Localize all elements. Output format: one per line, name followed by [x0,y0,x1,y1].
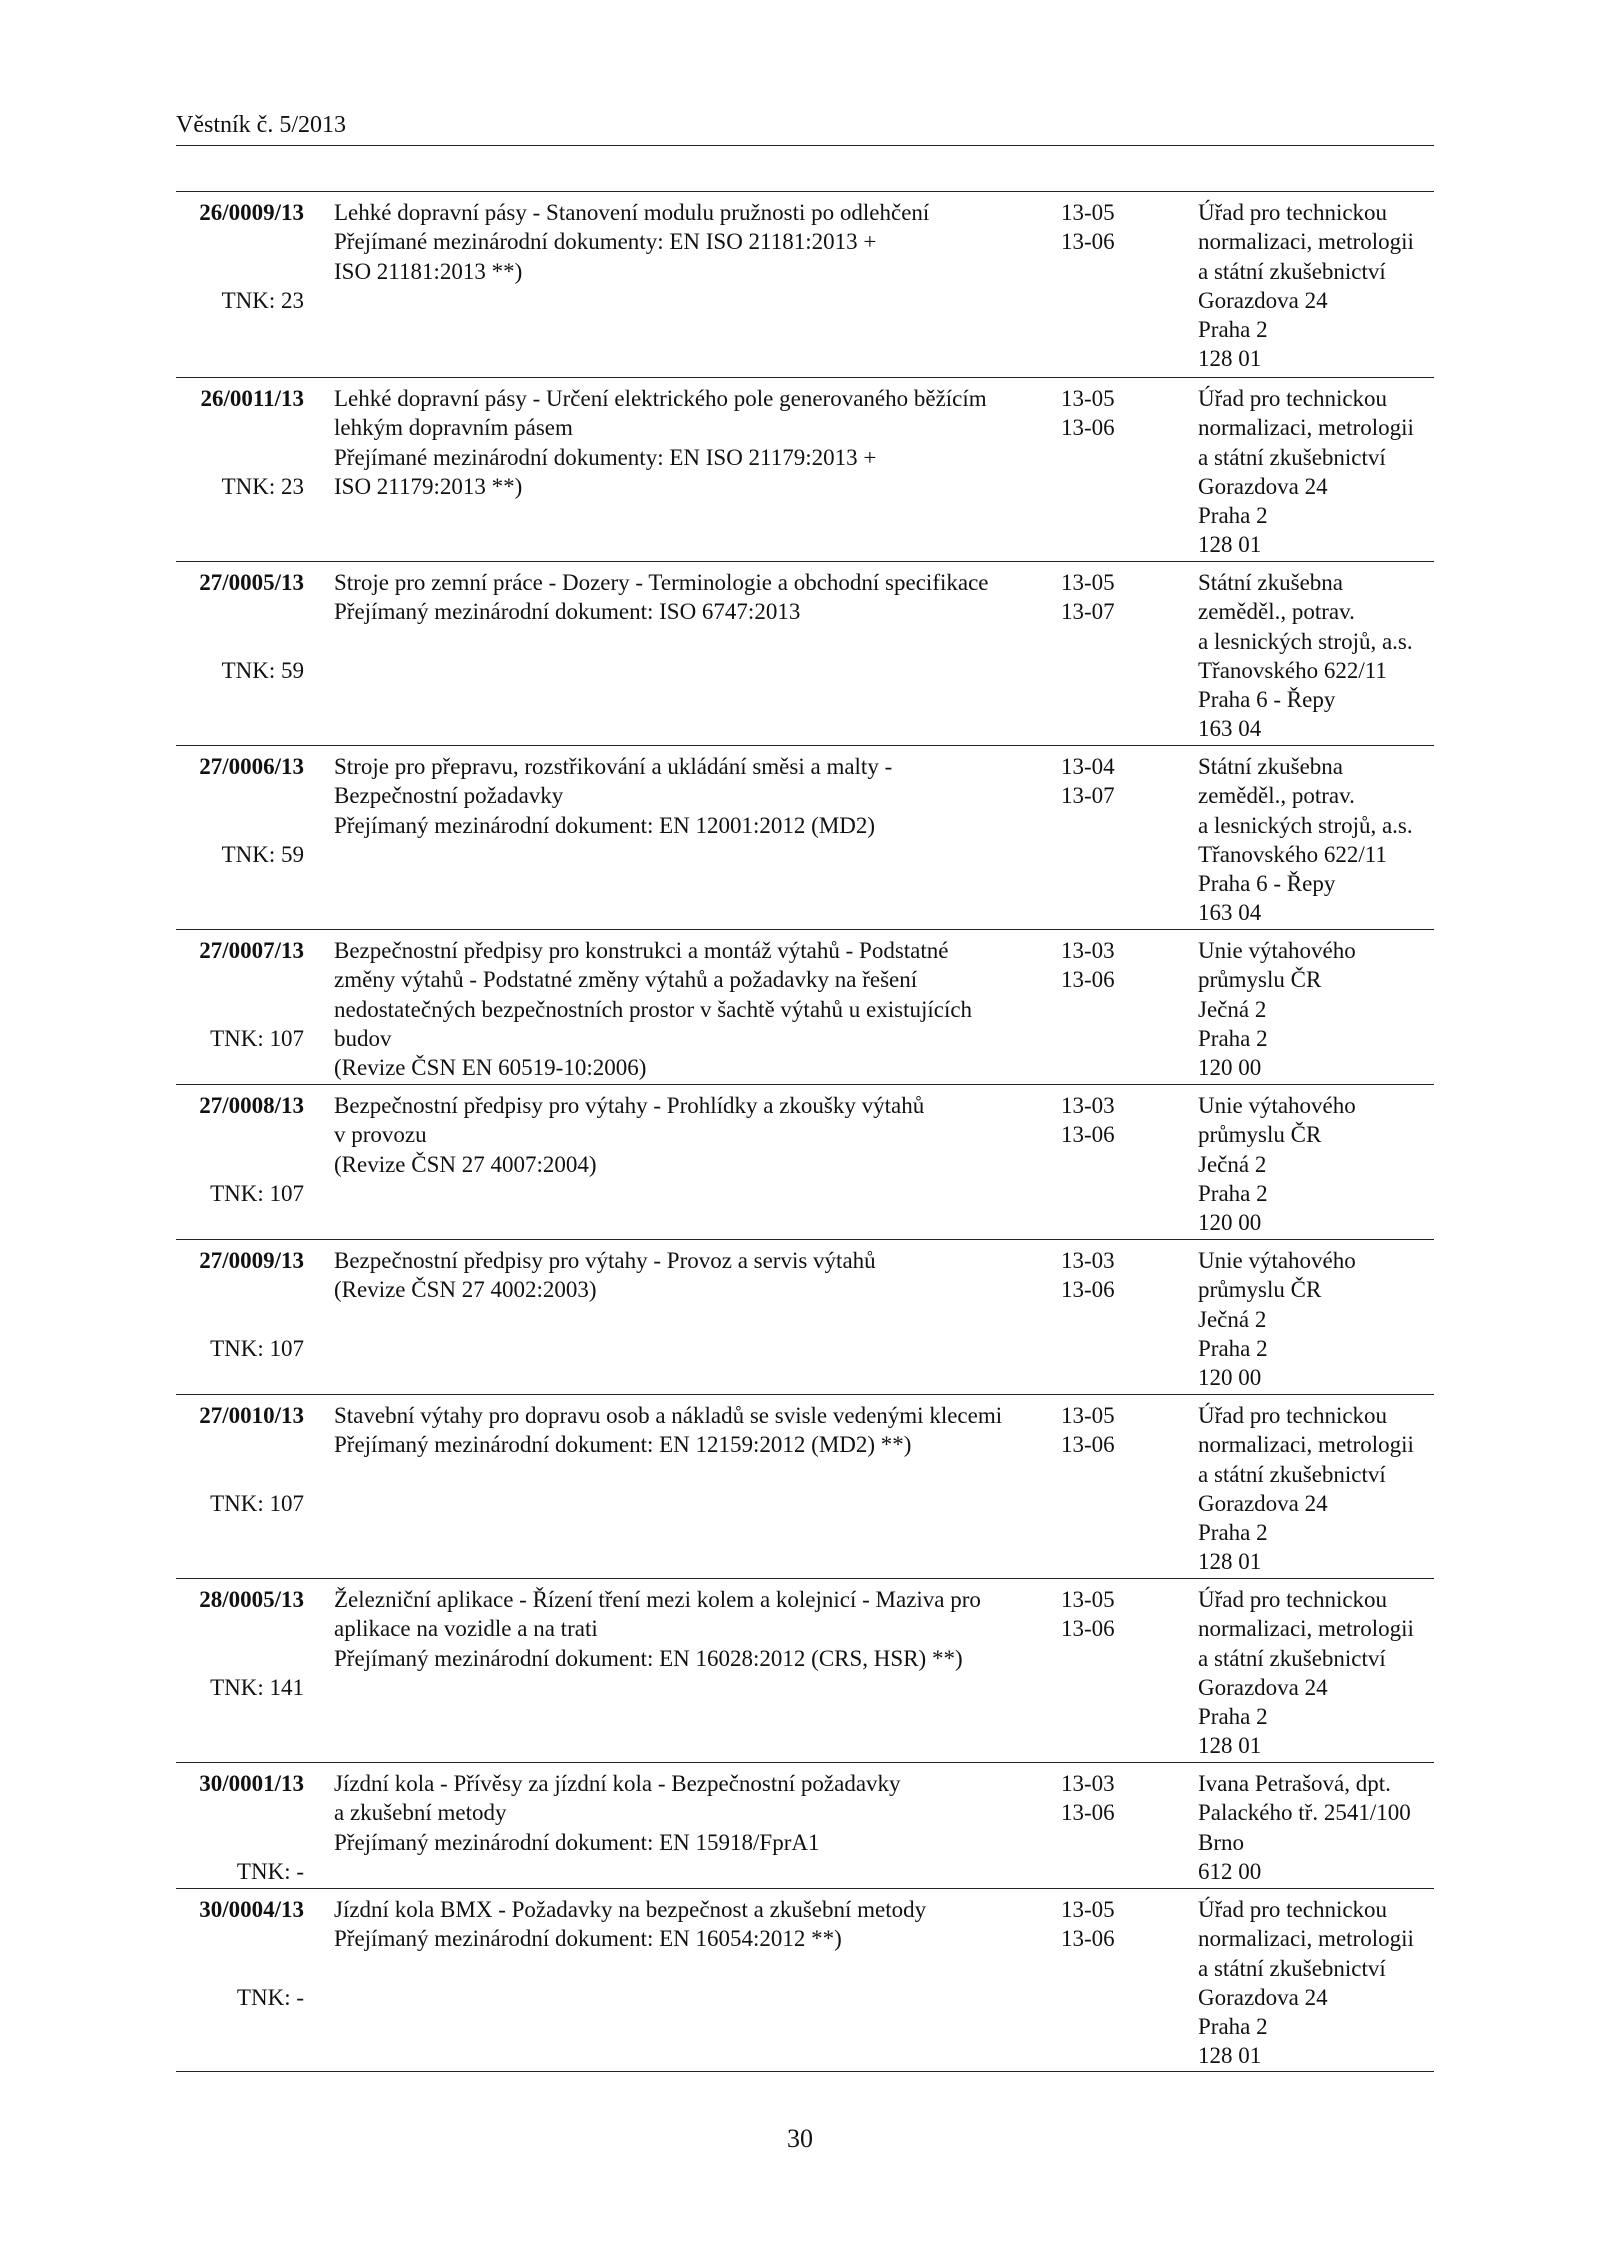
entry-dates-cell [1061,384,1141,443]
entry-title-line: (Revize ČSN 27 4002:2003) [334,1277,597,1303]
table-row [176,1578,1434,1762]
entry-contact-line: Úřad pro technickou [1198,1587,1388,1612]
entry-contact-line: Gorazdova 24 [1198,1674,1328,1700]
entry-title-line: Jízdní kola - Přívěsy za jízdní kola - Bezpečnostní požadavky [334,1771,901,1796]
entry-contact-line: Gorazdova 24 [1198,1490,1328,1516]
entry-number: 27/0006/13 [199,754,304,779]
entry-title-line: ISO 21181:2013 **) [334,258,523,284]
entry-contact-line: 120 00 [1198,1055,1262,1081]
entry-contact-cell [1198,1401,1434,1577]
entry-number: 27/0010/13 [199,1403,304,1428]
entry-contact-cell [1198,1769,1434,1886]
entry-tnk: TNK: 59 [221,657,304,683]
entry-contact-line: a státní zkušebnictví [1198,444,1386,470]
entry-dates-cell [1061,1585,1141,1644]
entry-contact-line: Praha 6 - Řepy [1198,687,1336,713]
entry-title-line: budov [334,1025,392,1051]
entry-dates-cell [1061,568,1141,627]
entry-title-line: Přejímaný mezinárodní dokument: EN 16028:2012 (CRS, HSR) **) [334,1645,963,1671]
table-row [176,745,1434,929]
entry-contact-line: Brno [1198,1829,1244,1855]
entry-date: 13-06 [1061,1926,1115,1952]
table-row [176,1084,1434,1239]
entry-contact-line: 128 01 [1198,346,1262,372]
entry-contact-line: Gorazdova 24 [1198,473,1328,499]
entry-title-line: Lehké dopravní pásy - Stanovení modulu pružnosti po odlehčení [334,200,930,225]
entry-dates-cell [1061,936,1141,995]
entry-title-line: Bezpečnostní předpisy pro výtahy - Prohlídky a zkoušky výtahů [334,1093,925,1118]
entry-contact-line: Praha 2 [1198,1704,1268,1730]
entry-title-line: v provozu [334,1122,427,1148]
entry-date: 13-03 [1061,1093,1115,1118]
entry-tnk: TNK: 107 [210,1490,304,1516]
entry-contact-line: normalizaci, metrologii [1198,415,1414,441]
entry-title-line: změny výtahů - Podstatné změny výtahů a požadavky na řešení [334,967,918,993]
entry-tnk: TNK: 59 [221,841,304,867]
entry-contact-line: Palackého tř. 2541/100 [1198,1800,1411,1826]
entry-contact-cell [1198,1895,1434,2071]
entry-title-line: Železniční aplikace - Řízení tření mezi kolem a kolejnicí - Maziva pro [334,1587,981,1612]
entry-contact-line: Ječná 2 [1198,1306,1267,1332]
entry-contact-line: normalizaci, metrologii [1198,1432,1414,1458]
table-row [176,191,1434,377]
table-row [176,1239,1434,1394]
entry-date: 13-05 [1061,1587,1115,1612]
entry-title-line: lehkým dopravním pásem [334,415,573,441]
entry-contact-line: Třanovského 622/11 [1198,657,1387,683]
entry-contact-line: 128 01 [1198,1549,1262,1575]
entry-contact-line: Gorazdova 24 [1198,287,1328,313]
entry-title-line: Lehké dopravní pásy - Určení elektrického pole generovaného běžícím [334,386,987,411]
entry-contact-cell [1198,1246,1434,1392]
entry-contact-line: Gorazdova 24 [1198,1984,1328,2010]
entry-id-cell [176,1091,304,1206]
entry-contact-line: průmyslu ČR [1198,967,1322,993]
entry-contact-line: 128 01 [1198,532,1262,558]
entry-date: 13-06 [1061,1616,1115,1642]
entry-contact-line: Úřad pro technickou [1198,386,1388,411]
entry-contact-line: Státní zkušebna [1198,570,1343,595]
entry-title-line: Přejímaný mezinárodní dokument: EN 16054:2012 **) [334,1926,842,1952]
entry-contact-cell [1198,198,1434,374]
entry-title-line: Bezpečnostní předpisy pro výtahy - Provoz a servis výtahů [334,1248,876,1273]
entry-id-cell [176,198,304,313]
entry-title-line: ISO 21179:2013 **) [334,473,523,499]
entry-dates-cell [1061,1895,1141,1954]
entry-contact-line: a státní zkušebnictví [1198,1955,1386,1981]
entry-contact-line: Praha 2 [1198,1025,1268,1051]
entry-contact-line: Praha 2 [1198,1180,1268,1206]
entry-tnk: TNK: 23 [221,473,304,499]
entry-contact-line: Úřad pro technickou [1198,200,1388,225]
entry-contact-line: Praha 6 - Řepy [1198,871,1336,897]
entry-dates-cell [1061,198,1141,257]
entry-contact-line: normalizaci, metrologii [1198,1616,1414,1642]
entry-id-cell [176,1401,304,1516]
entry-dates-cell [1061,1401,1141,1460]
entry-date: 13-06 [1061,1432,1115,1458]
header-rule [176,145,1434,146]
entry-tnk: TNK: 107 [210,1335,304,1361]
entry-contact-line: zeměděl., potrav. [1198,783,1355,809]
entry-date: 13-05 [1061,1403,1115,1428]
entry-date: 13-05 [1061,570,1115,595]
entry-date: 13-06 [1061,229,1115,255]
entry-contact-line: 163 04 [1198,900,1262,926]
page-header-title: Věstník č. 5/2013 [176,112,346,138]
entry-contact-line: Praha 2 [1198,317,1268,343]
entry-contact-line: 163 04 [1198,716,1262,742]
entry-number: 27/0009/13 [199,1248,304,1273]
entry-date: 13-06 [1061,1277,1115,1303]
entry-number: 27/0007/13 [199,938,304,963]
entry-contact-line: 120 00 [1198,1365,1262,1391]
entry-date: 13-07 [1061,599,1115,625]
entry-contact-cell [1198,1091,1434,1237]
entry-contact-cell [1198,384,1434,560]
entry-date: 13-05 [1061,200,1115,225]
entry-date: 13-04 [1061,754,1115,779]
entry-date: 13-06 [1061,415,1115,441]
entry-contact-line: Úřad pro technickou [1198,1403,1388,1428]
entry-contact-line: normalizaci, metrologii [1198,1926,1414,1952]
entry-tnk: TNK: 23 [221,287,304,313]
entry-date: 13-03 [1061,1771,1115,1796]
entry-number: 27/0008/13 [199,1093,304,1118]
entry-date: 13-03 [1061,1248,1115,1273]
entry-contact-line: Unie výtahového [1198,938,1356,963]
entry-dates-cell [1061,1769,1141,1828]
table-row [176,377,1434,561]
entry-tnk: TNK: 141 [210,1674,304,1700]
entry-title-line: Bezpečnostní předpisy pro konstrukci a montáž výtahů - Podstatné [334,938,949,963]
entry-contact-line: a státní zkušebnictví [1198,1645,1386,1671]
entry-date: 13-07 [1061,783,1115,809]
entry-date: 13-06 [1061,1122,1115,1148]
entry-title-line: a zkušební metody [334,1800,507,1826]
entry-title-line: (Revize ČSN EN 60519-10:2006) [334,1055,647,1081]
entry-title-line: Přejímaný mezinárodní dokument: EN 12159:2012 (MD2) **) [334,1432,912,1458]
entry-tnk: TNK: 107 [210,1180,304,1206]
entry-contact-line: Třanovského 622/11 [1198,841,1387,867]
entry-contact-line: průmyslu ČR [1198,1122,1322,1148]
entry-id-cell [176,1895,304,2010]
entry-title-line: aplikace na vozidle a na trati [334,1616,598,1642]
entry-contact-line: Ječná 2 [1198,996,1267,1022]
entry-number: 27/0005/13 [199,570,304,595]
entry-contact-line: Praha 2 [1198,2014,1268,2040]
entry-contact-line: Praha 2 [1198,1520,1268,1546]
entry-contact-line: a lesnických strojů, a.s. [1198,812,1413,838]
entry-id-cell [176,1246,304,1361]
entry-id-cell [176,384,304,499]
entry-title-line: Přejímané mezinárodní dokumenty: EN ISO 21179:2013 + [334,444,877,470]
page-number: 30 [787,2124,813,2153]
entry-id-cell [176,568,304,683]
entry-dates-cell [1061,1091,1141,1150]
entry-contact-line: Ivana Petrašová, dpt. [1198,1771,1391,1796]
entry-contact-line: Unie výtahového [1198,1248,1356,1273]
entry-tnk: TNK: - [236,1984,304,2010]
entry-tnk: TNK: 107 [210,1025,304,1051]
entry-contact-line: Úřad pro technickou [1198,1897,1388,1922]
entry-contact-line: a státní zkušebnictví [1198,1461,1386,1487]
entry-date: 13-06 [1061,967,1115,993]
entry-contact-line: 128 01 [1198,1733,1262,1759]
table-row [176,1394,1434,1578]
entry-number: 26/0009/13 [199,200,304,225]
entry-title-line: Stroje pro přepravu, rozstřikování a ukládání směsi a malty - [334,754,893,779]
entry-date: 13-06 [1061,1800,1115,1826]
entry-id-cell [176,936,304,1051]
entry-title-line: Jízdní kola BMX - Požadavky na bezpečnost a zkušební metody [334,1897,927,1922]
entry-id-cell [176,1585,304,1700]
entry-contact-cell [1198,752,1434,928]
entry-title-line: Přejímaný mezinárodní dokument: EN 12001:2012 (MD2) [334,812,876,838]
entry-number: 26/0011/13 [200,386,304,411]
entry-number: 30/0001/13 [199,1771,304,1796]
entry-date: 13-03 [1061,938,1115,963]
table-row [176,1888,1434,2072]
entry-tnk: TNK: - [236,1858,304,1884]
entry-title-line: Přejímaný mezinárodní dokument: ISO 6747:2013 [334,599,801,625]
entry-contact-line: průmyslu ČR [1198,1277,1322,1303]
entry-title-line: nedostatečných bezpečnostních prostor v šachtě výtahů u existujících [334,996,973,1022]
entry-id-cell [176,752,304,867]
entry-id-cell [176,1769,304,1884]
entry-dates-cell [1061,752,1141,811]
entry-date: 13-05 [1061,1897,1115,1922]
entry-date: 13-05 [1061,386,1115,411]
entry-contact-line: Praha 2 [1198,1335,1268,1361]
entry-title-line: Stavební výtahy pro dopravu osob a nákladů se svisle vedenými klecemi [334,1403,1003,1428]
entry-contact-line: normalizaci, metrologii [1198,229,1414,255]
entry-title-line: Přejímaný mezinárodní dokument: EN 15918/FprA1 [334,1829,820,1855]
entry-contact-line: Unie výtahového [1198,1093,1356,1118]
entry-contact-cell [1198,1585,1434,1761]
entry-contact-line: 128 01 [1198,2043,1262,2069]
entry-contact-line: Státní zkušebna [1198,754,1343,779]
entry-title-line: Bezpečnostní požadavky [334,783,564,809]
entry-contact-line: 120 00 [1198,1210,1262,1236]
entry-contact-cell [1198,936,1434,1082]
standards-table [176,191,1434,2072]
entry-contact-line: a lesnických strojů, a.s. [1198,628,1413,654]
entry-contact-line: 612 00 [1198,1858,1262,1884]
entry-number: 30/0004/13 [199,1897,304,1922]
entry-dates-cell [1061,1246,1141,1305]
entry-contact-line: Ječná 2 [1198,1151,1267,1177]
table-row [176,1762,1434,1888]
entry-contact-line: zeměděl., potrav. [1198,599,1355,625]
table-row [176,561,1434,745]
entry-contact-line: a státní zkušebnictví [1198,258,1386,284]
entry-title-line: (Revize ČSN 27 4007:2004) [334,1151,597,1177]
table-row [176,929,1434,1084]
entry-contact-cell [1198,568,1434,744]
entry-contact-line: Praha 2 [1198,503,1268,529]
entry-number: 28/0005/13 [199,1587,304,1612]
entry-title-line: Stroje pro zemní práce - Dozery - Terminologie a obchodní specifikace [334,570,989,595]
entry-title-line: Přejímané mezinárodní dokumenty: EN ISO 21181:2013 + [334,229,877,255]
